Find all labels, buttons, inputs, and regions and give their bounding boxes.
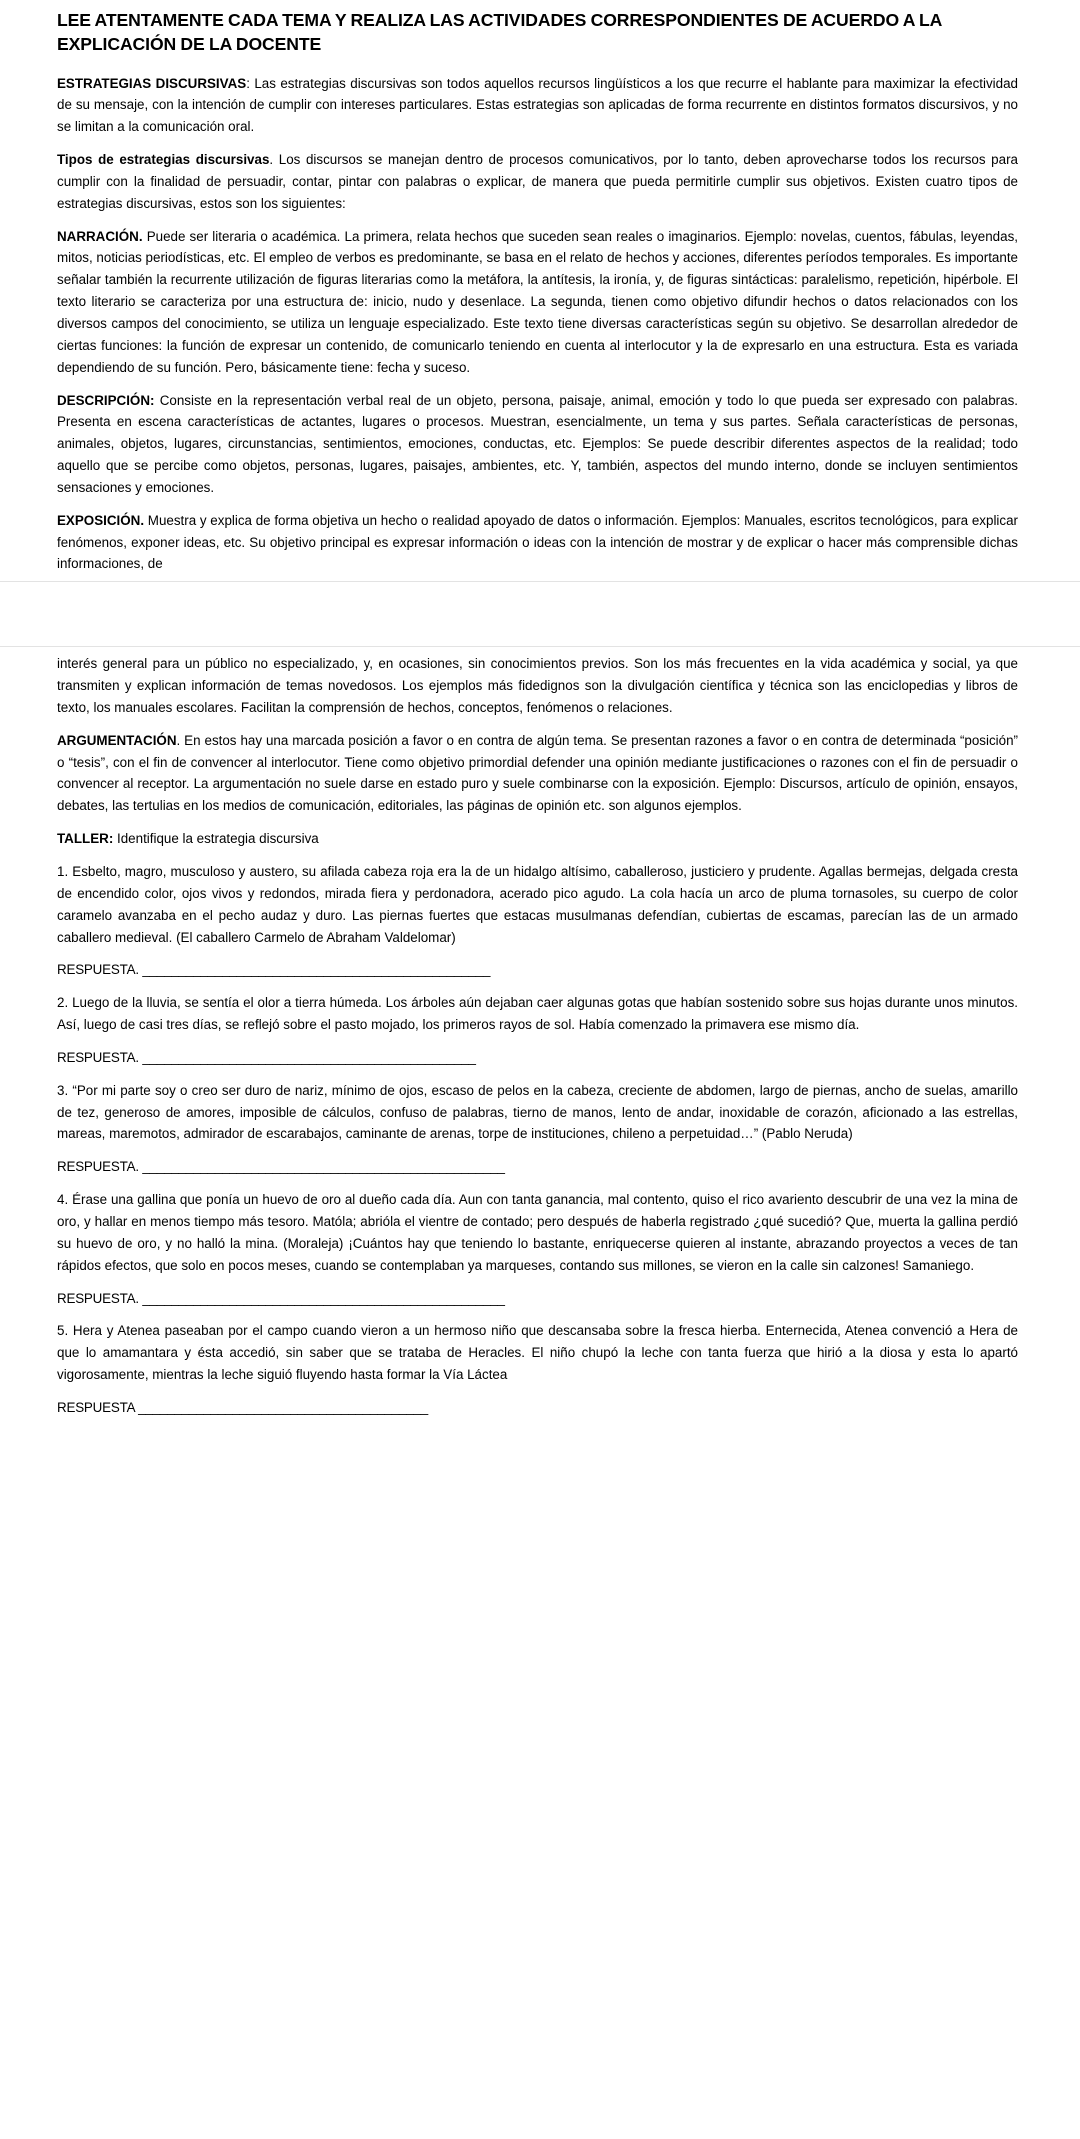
exercise-text-1: 1. Esbelto, magro, musculoso y austero, su afilada cabeza roja era la de un hidalgo altísimo, caballeroso, justiciero y prudente. Agallas bermejas, delgada cresta de encendido color, ojos vivos y redondos, mirada fiera y perdonadora, acerado pico agudo. La cola hacía un arco de pluma tornasoles, su cuerpo de color caramelo avanzaba en el pecho audaz y duro. Las piernas fuertes que estacas musulmanas defendían, cubiertas de escamas, parecían las de un armado caballero medieval. (El caballero Carmelo de Abraham Valdelomar) [57,864,1018,945]
exercise-text-3: 3. “Por mi parte soy o creo ser duro de nariz, mínimo de ojos, escaso de pelos en la cabeza, creciente de abdomen, largo de piernas, ancho de suelas, amarillo de tez, generoso de amores, imposible de cálculos, confuso de palabras, tierno de manos, lento de andar, inoxidable de corazón, aficionado a las estrellas, mareas, maremotos, admirador de escarabajos, caminante de arenas, torpe de instituciones, chileno a perpetuidad…” (Pablo Neruda) [57,1082,1018,1142]
term-estrategias-discursivas: ESTRATEGIAS DISCURSIVAS [57,75,247,91]
exercise-text-4: 4. Érase una gallina que ponía un huevo de oro al dueño cada día. Aun con tanta ganancia, mal contento, quiso el rico avariento descubrir de una vez la mina de oro, y hallar en menos tiempo más tesoro. Matóla; abrióla el vientre de contado; pero después de haberla registrado ¿qué sucedió? Que, muerta la gallina perdió su huevo de oro, y no halló la mina. (Moraleja) ¡Cuántos hay que teniendo lo bastante, enriquecerse quieren al instante, abrazando proyectos a veces de tan rápidos efectos, que solo en pocos meses, cuando se contemplaban ya marqueses, contando sus millones, se vieron en la calle sin calzones! Samaniego. [57,1192,1018,1273]
page-break-divider [0,575,1080,653]
paragraph-tipos-de-estrategias [57,149,1018,215]
term-argumentacion: ARGUMENTACIÓN [57,732,177,748]
term-taller-body: Identifique la estrategia discursiva [113,831,319,847]
paragraph-descripcion [57,390,1018,499]
term-exposicion: EXPOSICIÓN. [57,512,145,528]
exercise-text-2: 2. Luego de la lluvia, se sentía el olor a tierra húmeda. Los árboles aún dejaban caer algunas gotas que habían sostenido sobre sus hojas durante unos minutos. Así, luego de casi tres días, se reflejó sobre el pasto mojado, los primeros rayos de sol. Había comenzado la primavera ese mismo día. [57,995,1018,1033]
exercise-answer-line-3[interactable]: RESPUESTA. __________________________________________________ [57,1159,505,1175]
term-taller: TALLER: [57,831,114,847]
term-estrategias-discursivas-body: : Las estrategias discursivas son todos aquellos recursos lingüísticos a los que recurre el hablante para maximizar la efectividad de su mensaje, con la intención de cumplir con intereses particulares. Estas estrategias son aplicadas de forma recurrente en distintos formatos discursivos, y no se limitan a la comunicación oral. [57,75,1019,135]
paragraph-exposicion-continued: interés general para un público no especializado, y, en ocasiones, sin conocimientos previos. Son los más frecuentes en la vida académica y social, ya que transmiten y explican información de temas novedosos. Los ejemplos más fidedignos son la divulgación científica y técnica son las enciclopedias y libros de texto, los manuales escolares. Facilitan la comprensión de hechos, conceptos, fenómenos o relaciones. [57,656,1018,715]
paragraph-narracion [57,226,1018,379]
page-title: LEE ATENTAMENTE CADA TEMA Y REALIZA LAS ACTIVIDADES CORRESPONDIENTES DE ACUERDO A LA EXPLICACIÓN DE LA DOCENTE [57,10,942,55]
exercise-answer-line-4[interactable]: RESPUESTA. __________________________________________________ [57,1290,505,1306]
term-argumentacion-body: . En estos hay una marcada posición a favor o en contra de algún tema. Se presentan razones a favor o en contra de determinada “posición” o “tesis”, con el fin de convencer al interlocutor. Tiene como objetivo primordial defender una opinión mediante justificaciones o razones con el fin de persuadir o convencer al receptor. La argumentación no suele darse en estado puro y suele combinarse con la exposición. Ejemplo: Discursos, artículo de opinión, ensayos, debates, las tertulias en los medios de comunicación, editoriales, las páginas de opinión etc. son algunos ejemplos. [57,732,1018,814]
exercise-text-5: 5. Hera y Atenea paseaban por el campo cuando vieron a un hermoso niño que descansaba sobre la fresca hierba. Enternecida, Atenea convenció a Hera de que lo amamantara y ésta accedió, sin saber que se trataba de Heracles. El niño chupó la leche con tanta fuerza que hirió a la diosa y esta lo apartó vigorosamente, mientras la leche siguió fluyendo hasta formar la Vía Láctea [57,1323,1018,1383]
paragraph-estrategias-discursivas [57,73,1018,139]
paragraph-taller-heading [57,828,1018,850]
term-descripcion-body: Consiste en la representación verbal real de un objeto, persona, paisaje, animal, emoción y todo lo que pueda ser expresado con palabras. Presenta en escena características de actantes, lugares o procesos. Muestran, esencialmente, un tema y sus partes. Señala características de personas, animales, objetos, lugares, circunstancias, sentimientos, emociones, conductas, etc. Ejemplos: Se puede describir diferentes aspectos de la realidad; todo aquello que se percibe como objetos, personas, lugares, paisajes, ambientes, etc. Y, también, aspectos del mundo interno, donde se incluyen sentimientos sensaciones y emociones. [57,392,1018,495]
exercise-answer-line-5[interactable]: RESPUESTA ________________________________________ [57,1399,428,1415]
document-page-1 [0,0,1080,575]
paragraph-argumentacion [57,730,1018,817]
exercise-answer-line-2[interactable]: RESPUESTA. ______________________________________________ [57,1049,476,1065]
term-descripcion: DESCRIPCIÓN: [57,392,155,408]
document-page-2 [0,653,1080,1469]
term-narracion: NARRACIÓN. [57,228,143,244]
term-tipos-de-estrategias-body: . Los discursos se manejan dentro de procesos comunicativos, por lo tanto, deben aprovecharse todos los recursos para cumplir con la finalidad de persuadir, contar, pintar con palabras o explicar, de manera que pueda permitirle cumplir sus objetivos. Existen cuatro tipos de estrategias discursivas, estos son los siguientes: [57,152,1018,211]
term-exposicion-body: Muestra y explica de forma objetiva un hecho o realidad apoyado de datos o información. Ejemplos: Manuales, escritos tecnológicos, para explicar fenómenos, exponer ideas, etc. Su objetivo principal es expresar información o ideas con la intención de mostrar y de explicar o hacer más comprensible dichas informaciones, de [57,512,1018,572]
term-tipos-de-estrategias: Tipos de estrategias discursivas [57,152,270,168]
exercise-answer-line-1[interactable]: RESPUESTA. ________________________________________________ [57,962,491,978]
paragraph-exposicion [57,510,1018,576]
term-narracion-body: Puede ser literaria o académica. La primera, relata hechos que suceden sean reales o imaginarios. Ejemplo: novelas, cuentos, fábulas, leyendas, mitos, noticias periodísticas, etc. El empleo de verbos es predominante, se basa en el relato de hechos y acciones, diferentes períodos temporales. Es importante señalar también la recurrente utilización de figuras literarias como la metáfora, la antítesis, la ironía, y, de figuras sintácticas: paralelismo, repetición, hipérbole. El texto literario se caracteriza por una estructura de: inicio, nudo y desenlace. La segunda, tienen como objetivo difundir hechos o datos relacionados con los diversos campos del conocimiento, se utiliza un lenguaje especializado. Este texto tiene diversas características según su objetivo. Se desarrollan alrededor de ciertas funciones: la función de expresar un contenido, de comunicarlo teniendo en cuenta al interlocutor y la de expresarlo en una estructura. Esta es variada dependiendo de su función. Pero, básicamente tiene: fecha y suceso. [57,228,1018,375]
